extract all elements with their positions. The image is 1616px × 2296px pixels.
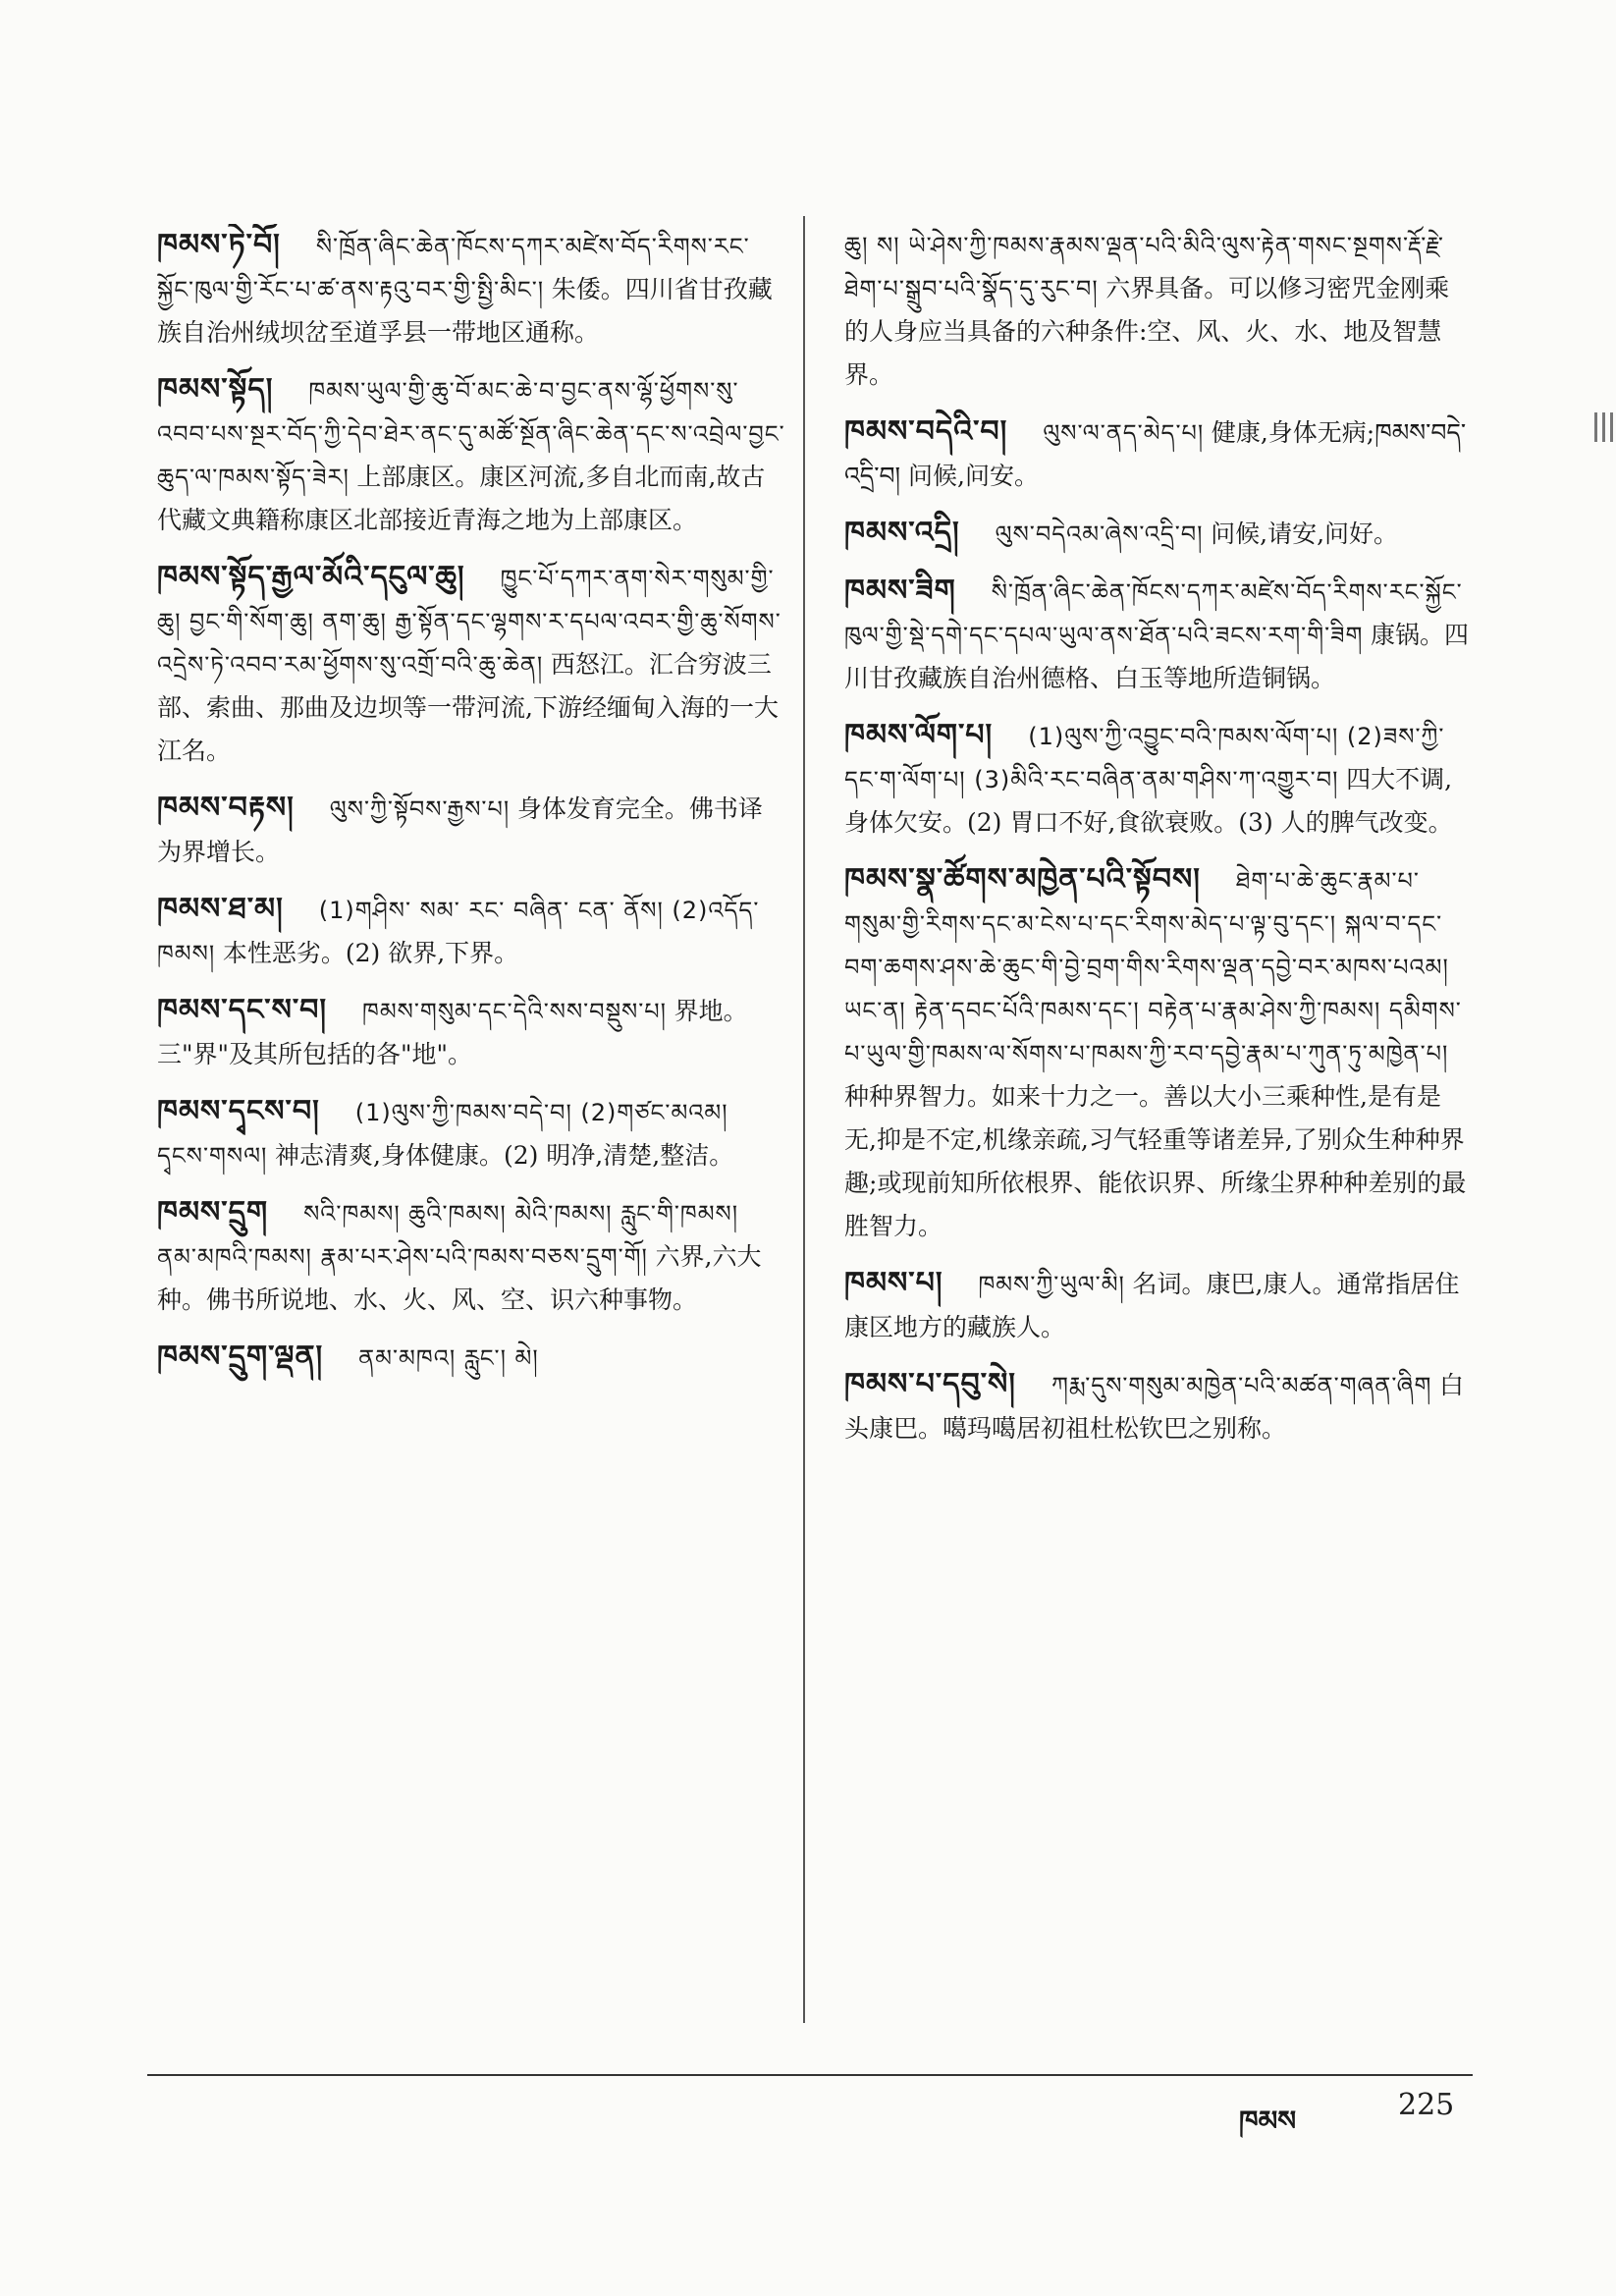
- dictionary-entry: [157, 1090, 785, 1177]
- column-divider: [803, 216, 805, 2023]
- dictionary-entry: [157, 1336, 785, 1380]
- dictionary-entry: [844, 224, 1473, 397]
- entry-body: [157, 787, 785, 874]
- entry-body: [844, 512, 1473, 556]
- headword: ཁམས་སྣ་ཚོགས་མཁྱེན་པའི་སྟོབས།: [844, 862, 1201, 897]
- headword: ཁམས་དྲུག: [157, 1195, 269, 1230]
- tibetan-definition: སི་ཁྲོན་ཞིང་ཆེན་ཁོངས་དཀར་མཛེས་བོད་རིགས་རང་སྐྱོང་ཁུལ་གྱི་སྡེ་དགེ་དང་དཔལ་ཡུལ་ནས་ཐོན་པའི་ཟངས་རག་གི་ཟིག: [844, 578, 1463, 649]
- entry-body: [844, 410, 1473, 498]
- dictionary-entry: [844, 1363, 1473, 1450]
- chinese-definition: 上部康区。康区河流,多自北而南,故古代藏文典籍称康区北部接近青海之地为上部康区。: [157, 463, 766, 534]
- entry-body: [157, 368, 785, 542]
- chinese-definition: 种种界智力。如来十力之一。善以大小三乘种性,是有是无,抑是不定,机缘亲疏,习气轻重等诸差异,了别众生种种界趣;或现前知所依根界、能依识界、所缘尘界种种差别的最胜智力。: [844, 1082, 1467, 1240]
- headword: ཁམས་དྲུག་ལྡན།: [157, 1339, 324, 1374]
- chinese-definition: 四大不调,身体欠安。(2) 胃口不好,食欲衰败。(3) 人的脾气改变。: [844, 765, 1453, 837]
- chinese-definition: 问候,请安,问好。: [1211, 519, 1399, 548]
- chinese-definition: 六界,六大种。佛书所说地、水、火、风、空、识六种事物。: [157, 1242, 762, 1314]
- headword: ཁམས་འདྲི།: [844, 516, 960, 550]
- headword: ཁམས་སྟོད།: [157, 372, 274, 407]
- entry-body: [844, 1363, 1473, 1450]
- tibetan-definition: (1)གཤིས་ སམ་ རང་ བཞིན་ ངན་ ནོས། (2)འདོད་ཁམས།: [157, 897, 760, 967]
- entry-body: [844, 224, 1473, 397]
- dictionary-entry: [157, 888, 785, 975]
- chinese-definition: 康锅。四川甘孜藏族自治州德格、白玉等地所造铜锅。: [844, 621, 1470, 692]
- headword: ཁམས་ཐ་མ།: [157, 892, 284, 926]
- tibetan-definition: ཀརྨ་དུས་གསུམ་མཁྱེན་པའི་མཚན་གཞན་ཞིག: [1050, 1372, 1432, 1399]
- right-column: [844, 224, 1473, 2050]
- chinese-definition: 白头康巴。噶玛噶居初祖杜松钦巴之别称。: [844, 1371, 1465, 1443]
- chinese-definition: 西怒江。汇合穷波三部、索曲、那曲及边坝等一带河流,下游经缅甸入海的一大江名。: [157, 650, 779, 765]
- headword: ཁམས་པ།: [844, 1266, 943, 1300]
- headword: ཁམས་བདེའི་བ།: [844, 414, 1008, 449]
- chinese-definition: 神志清爽,身体健康。(2) 明净,清楚,整洁。: [275, 1141, 734, 1170]
- dictionary-entry: [844, 858, 1473, 1248]
- scan-edge-mark: [1610, 412, 1613, 442]
- scan-edge-mark: [1594, 412, 1597, 442]
- tibetan-definition: ཁམས་ཡུལ་གྱི་ཆུ་བོ་མང་ཆེ་བ་བྱང་ནས་ལྷོ་ཕྱོགས་སུ་འབབ་པས་སྔར་བོད་ཀྱི་དེབ་ཐེར་ནང་དུ་མཚོ་སྔོན་ཞིང་ཆེན་དང་ས་འབྲེལ་བྱང་ཆུད་ལ་ཁམས་སྟོད་ཟེར།: [157, 377, 785, 491]
- headword: ཁམས་ཟིག: [844, 574, 956, 608]
- entry-body: [157, 1090, 785, 1177]
- dictionary-entry: [157, 556, 785, 773]
- page-number: 225: [1398, 2088, 1455, 2122]
- dictionary-entry: [844, 714, 1473, 845]
- entry-body: [157, 556, 785, 773]
- chinese-definition: 朱倭。四川省甘孜藏族自治州绒坝岔至道孚县一带地区通称。: [157, 275, 773, 347]
- tibetan-definition: ཐེག་པ་ཆེ་ཆུང་རྣམ་པ་གསུམ་གྱི་རིགས་དང་མ་ངེས་པ་དང་རིགས་མེད་པ་ལྟ་བུ་དང་། སྐལ་བ་དང་བག་ཆགས་ཤས་ཆེ་ཆུང་གི་བྱེ་བྲག་གིས་རིགས་ལྡན་དབྱེ་བར་མཁས་པའམ། ཡང་ན། རྟེན་དབང་པོའི་ཁམས་དང་། བརྟེན་པ་རྣམ་ཤེས་ཀྱི་ཁམས། དམིགས་པ་ཡུལ་གྱི་ཁམས་ལ་སོགས་པ་ཁམས་ཀྱི་རབ་དབྱེ་རྣམ་པ་ཀུན་ཏུ་མཁྱེན་པ།: [844, 867, 1462, 1067]
- entry-body: [844, 858, 1473, 1248]
- entry-body: [844, 570, 1473, 700]
- headword: ཁམས་སྟོད་རྒྱལ་མོའི་དངུལ་ཆུ།: [157, 560, 465, 594]
- headword: ཁམས་པ་དབུ་སེ།: [844, 1367, 1016, 1401]
- tibetan-definition: སི་ཁྲོན་ཞིང་ཆེན་ཁོངས་དཀར་མཛེས་བོད་རིགས་རང་སྐྱོང་ཁུལ་གྱི་རོང་པ་ཚ་ནས་རྟའུ་བར་གྱི་སྤྱི་མིང་།: [157, 233, 750, 303]
- running-head: ཁམས: [1239, 2105, 1297, 2137]
- chinese-definition: 界地。三"界"及其所包括的各"地"。: [157, 997, 748, 1068]
- tibetan-definition: ཁྱུང་པོ་དཀར་ནག་སེར་གསུམ་གྱི་ཆུ། བྱང་གི་སོག་ཆུ། ནག་ཆུ། རྒྱ་སྟོན་དང་ལྷགས་ར་དཔལ་འབར་གྱི་ཆུ་སོགས་འདྲེས་ཏེ་འབབ་རམ་ཕྱོགས་སུ་འགྲོ་བའི་ཆུ་ཆེན།: [157, 565, 781, 679]
- entry-body: [157, 989, 785, 1076]
- tibetan-definition: ཆུ། ས། ཡེ་ཤེས་ཀྱི་ཁམས་རྣམས་ལྡན་པའི་མིའི་ལུས་རྟེན་གསང་སྔགས་རྡོ་རྗེ་ཐེག་པ་སྒྲུབ་པའི་སྣོད་དུ་རུང་བ།: [844, 232, 1444, 302]
- dictionary-entry: [844, 1262, 1473, 1349]
- headword: ཁམས་དང་ས་བ།: [157, 993, 328, 1027]
- dictionary-entry: [844, 410, 1473, 498]
- entry-body: [157, 1191, 785, 1322]
- chinese-definition: 健康,身体无病;ཁམས་བདེ་འདྲི་བ། 问候,问安。: [844, 418, 1467, 490]
- tibetan-definition: ནམ་མཁའ། རླུང་། མེ།: [358, 1344, 539, 1372]
- chinese-definition: 名词。康巴,康人。通常指居住康区地方的藏族人。: [844, 1270, 1460, 1341]
- chinese-definition: 本性恶劣。(2) 欲界,下界。: [222, 939, 519, 967]
- tibetan-definition: ཁམས་ཀྱི་ཡུལ་མི།: [978, 1271, 1125, 1298]
- dictionary-entry: [157, 224, 785, 355]
- dictionary-entry: [157, 368, 785, 542]
- entry-body: [844, 714, 1473, 845]
- scan-edge-mark: [1602, 412, 1605, 442]
- footer-rule: [147, 2074, 1473, 2076]
- tibetan-definition: ལུས་ཀྱི་སྟོབས་རྒྱས་པ།: [329, 795, 511, 823]
- tibetan-definition: ལུས་ལ་ནད་མེད་པ།: [1043, 419, 1205, 447]
- dictionary-entry: [157, 989, 785, 1076]
- left-column: [157, 224, 785, 2050]
- tibetan-definition: (1)ལུས་ཀྱི་འབྱུང་བའི་ཁམས་ལོག་པ། (2)ཟས་ཀྱི་དང་ག་ལོག་པ། (3)མིའི་རང་བཞིན་ནམ་གཤིས་ཀ་འགྱུར་བ།: [844, 723, 1445, 793]
- chinese-definition: 六界具备。可以修习密咒金刚乘的人身应当具备的六种条件:空、风、火、水、地及智慧界。: [844, 274, 1450, 389]
- entry-body: [157, 888, 785, 975]
- tibetan-definition: ལུས་བདེའམ་ཞེས་འདྲི་བ།: [995, 520, 1204, 548]
- entry-body: [157, 224, 785, 355]
- headword: ཁམས་ལོག་པ།: [844, 718, 994, 752]
- entry-body: [157, 1336, 785, 1380]
- tibetan-definition: ཁམས་གསུམ་དང་དེའི་སས་བསྡུས་པ།: [362, 998, 667, 1025]
- entry-body: [844, 1262, 1473, 1349]
- headword: ཁམས་ཏེ་བོ།: [157, 228, 281, 262]
- dictionary-entry: [844, 570, 1473, 700]
- tibetan-definition: (1)ལུས་ཀྱི་ཁམས་བདེ་བ། (2)གཙང་མའམ། དྭངས་གསལ།: [157, 1099, 728, 1170]
- dictionary-entry: [157, 787, 785, 874]
- headword: ཁམས་བརྟས།: [157, 791, 295, 825]
- chinese-definition: 身体发育完全。佛书译为界增长。: [157, 794, 763, 866]
- headword: ཁམས་དྭངས་བ།: [157, 1094, 320, 1128]
- tibetan-definition: སའི་ཁམས། ཆུའི་ཁམས། མེའི་ཁམས། རླུང་གི་ཁམས། ནམ་མཁའི་ཁམས། རྣམ་པར་ཤེས་པའི་ཁམས་བཅས་དྲུག་གོ།: [157, 1200, 739, 1271]
- dictionary-entry: [844, 512, 1473, 556]
- dictionary-entry: [157, 1191, 785, 1322]
